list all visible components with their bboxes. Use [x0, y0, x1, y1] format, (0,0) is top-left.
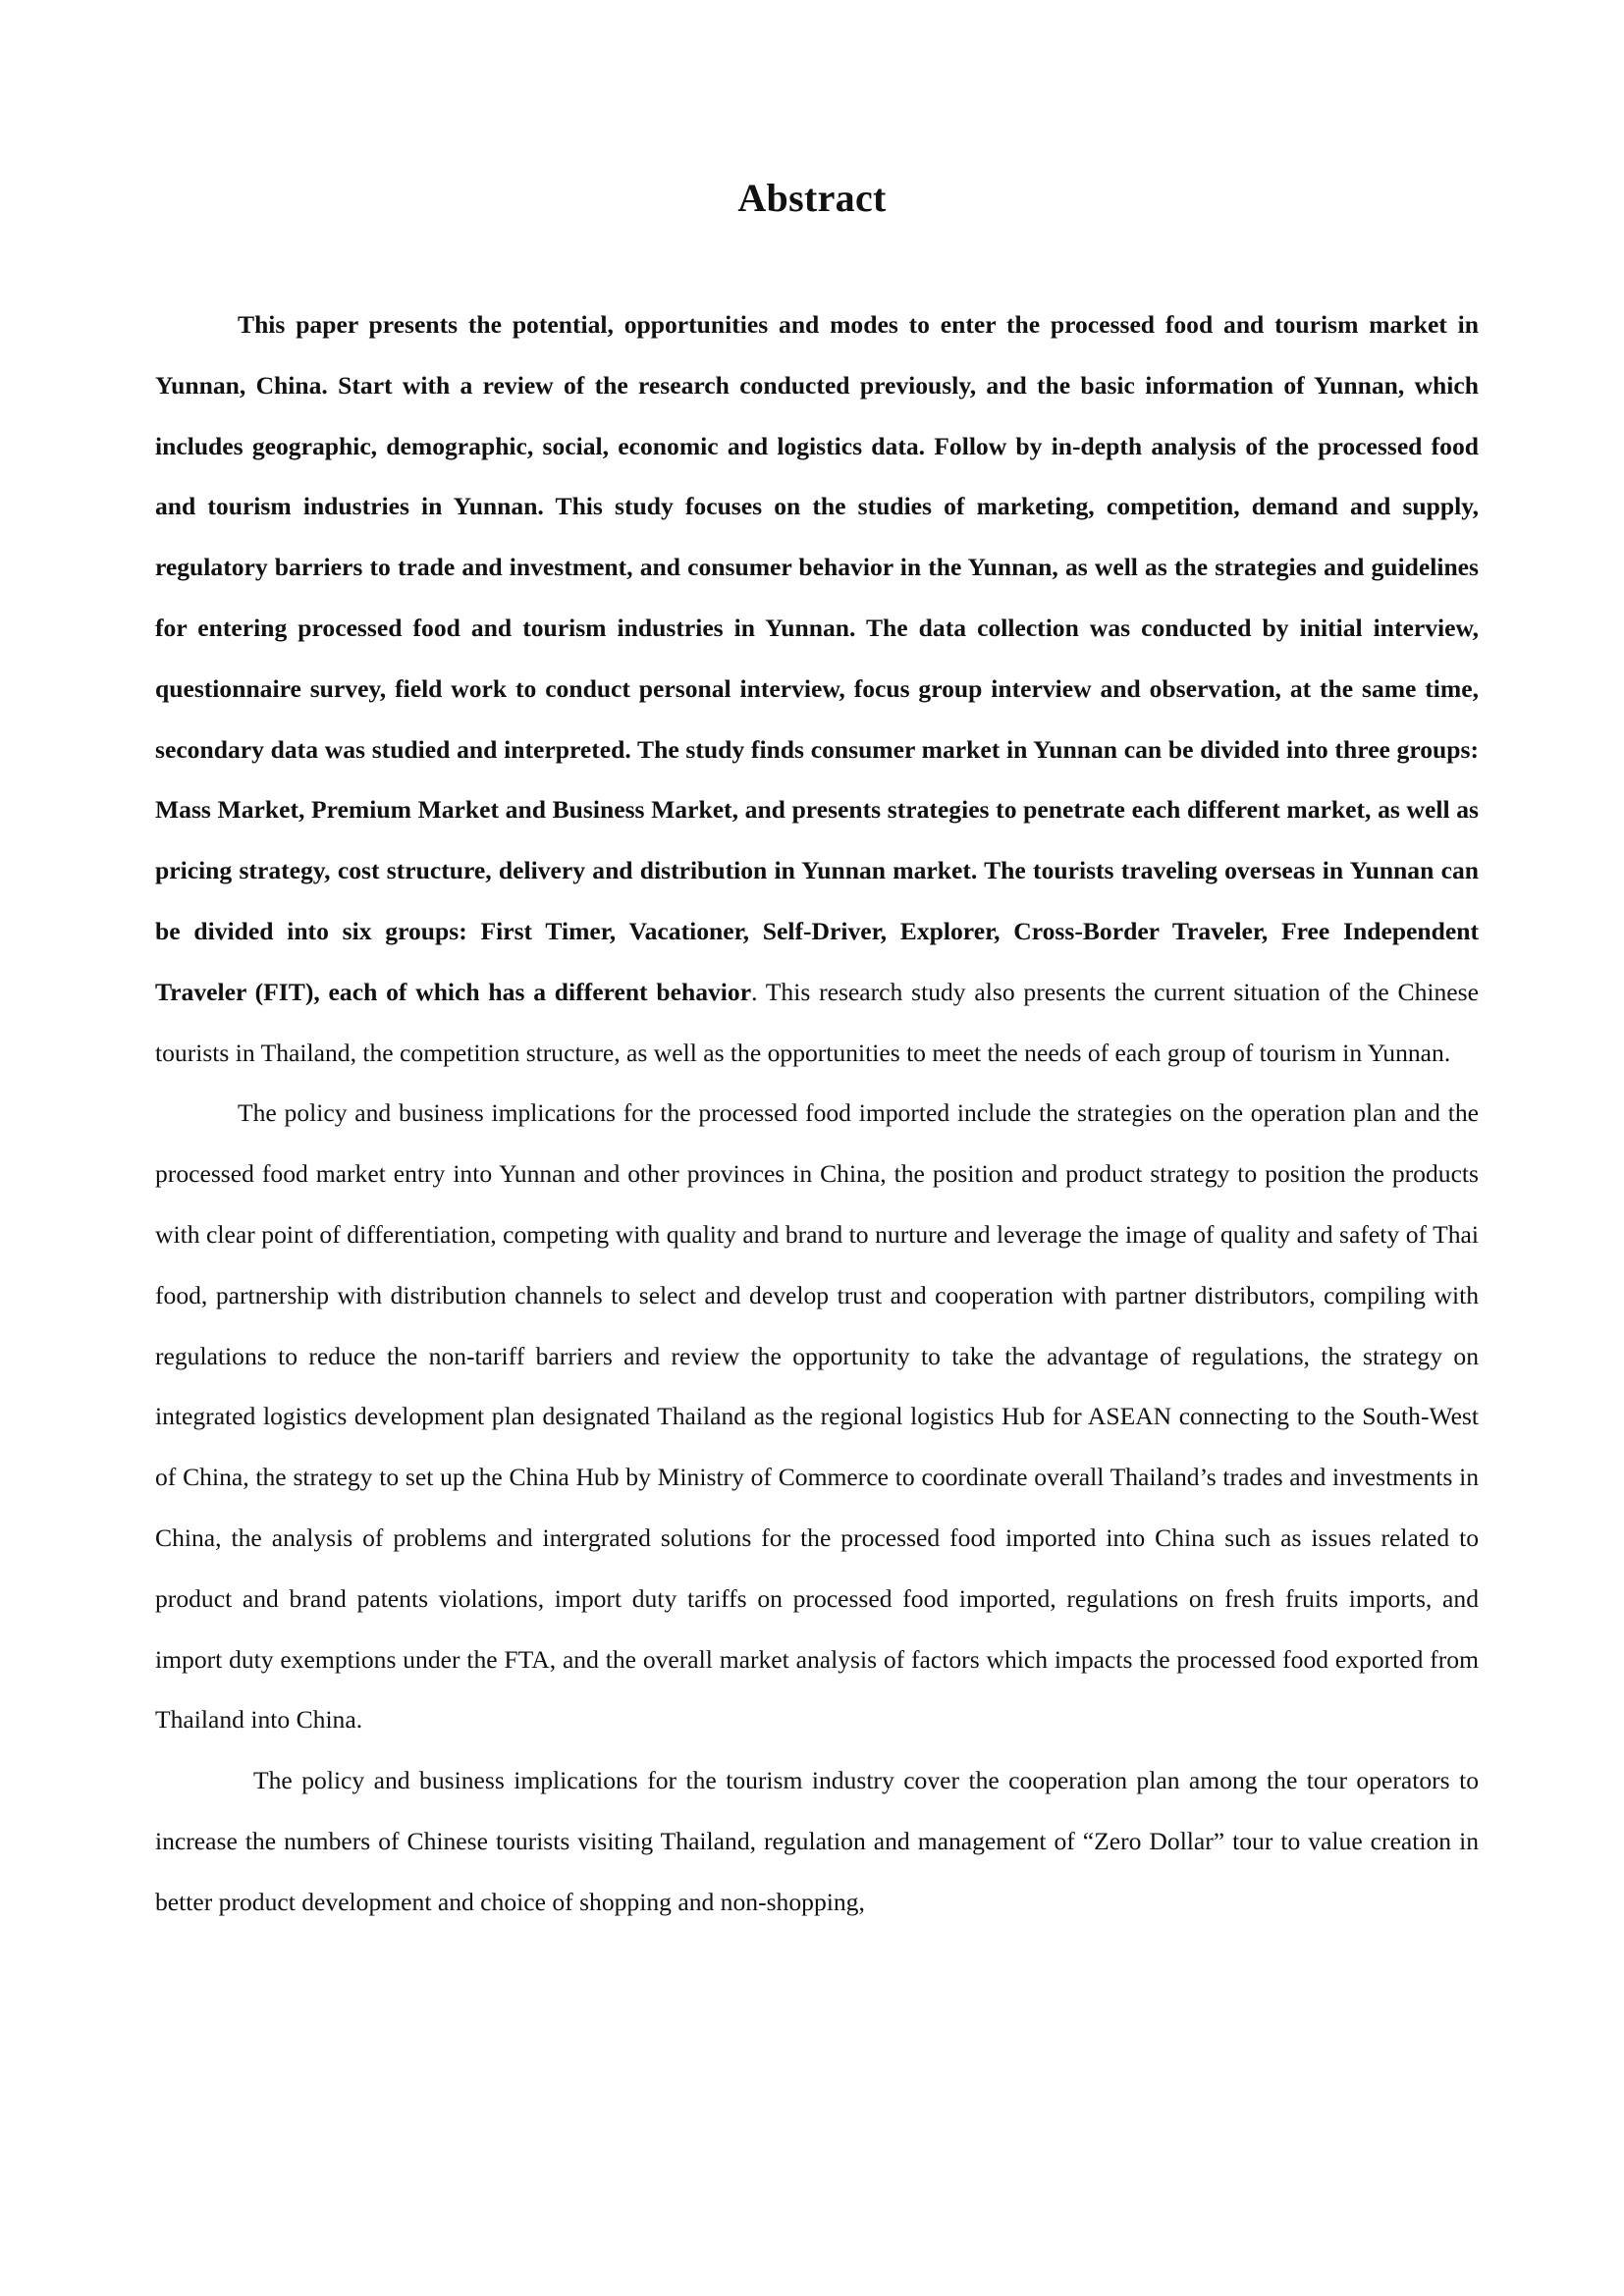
paragraph-1-bold-text: This paper presents the potential, opportunities and modes to enter the processed food and tourism market in Yunnan, China. Start with a review of the research conducted previously, and the basic information of Yunnan, which includes geographic, demographic, social, economic and logistics data. Follow by in-depth analysis of the processed food and tourism industries in Yunnan. This study focuses on the studies of marketing, competition, demand and supply, regulatory barriers to trade and investment, and consumer behavior in the Yunnan, as well as the strategies and guidelines for entering processed food and tourism industries in Yunnan. The data collection was conducted by initial interview, questionnaire survey, field work to conduct personal interview, focus group interview and observation, at the same time, secondary data was studied and interpreted. The study finds consumer market in Yunnan can be divided into three groups: Mass Market, Premium Market and Business Market, and presents strategies to penetrate each different market, as well as pricing strategy, cost structure, delivery and distribution in Yunnan market. The tourists traveling overseas in Yunnan can be divided into six groups: First Timer, Vacationer, Self-Driver, Explorer, Cross-Border Traveler, Free Independent Traveler (FIT), each of which has a different behavior — [155, 310, 1479, 1006]
paragraph-1-regular-text: . This research study also presents the current situation of the Chinese tourists in Thailand, the competition structure, as well as the opportunities to meet the needs of each group of tourism in Yunnan. — [155, 977, 1479, 1067]
paragraph-3-text: The policy and business implications for the tourism industry cover the cooperation plan among the tour operators to increase the numbers of Chinese tourists visiting Thailand, regulation and management of “Zero Dollar” tour to value creation in better product development and choice of shopping and non-shopping, — [155, 1766, 1479, 1916]
page-title: Abstract — [737, 176, 887, 220]
paragraph-2-text: The policy and business implications for the processed food imported include the strategies on the operation plan and the processed food market entry into Yunnan and other provinces in China, the position and product strategy to position the products with clear point of differentiation, competing with quality and brand to nurture and leverage the image of quality and safety of Thai food, partnership with distribution channels to select and develop trust and cooperation with partner distributors, compiling with regulations to reduce the non-tariff barriers and review the opportunity to take the advantage of regulations, the strategy on integrated logistics development plan designated Thailand as the regional logistics Hub for ASEAN connecting to the South-West of China, the strategy to set up the China Hub by Ministry of Commerce to coordinate overall Thailand’s trades and investments in China, the analysis of problems and intergrated solutions for the processed food imported into China such as issues related to product and brand patents violations, import duty tariffs on processed food imported, regulations on fresh fruits imports, and import duty exemptions under the FTA, and the overall market analysis of factors which impacts the processed food exported from Thailand into China. — [155, 1098, 1479, 1735]
paragraph-2 — [155, 1083, 1479, 1750]
abstract-body — [155, 294, 1479, 1933]
paragraph-1 — [155, 294, 1479, 1083]
paragraph-3 — [155, 1750, 1479, 1932]
